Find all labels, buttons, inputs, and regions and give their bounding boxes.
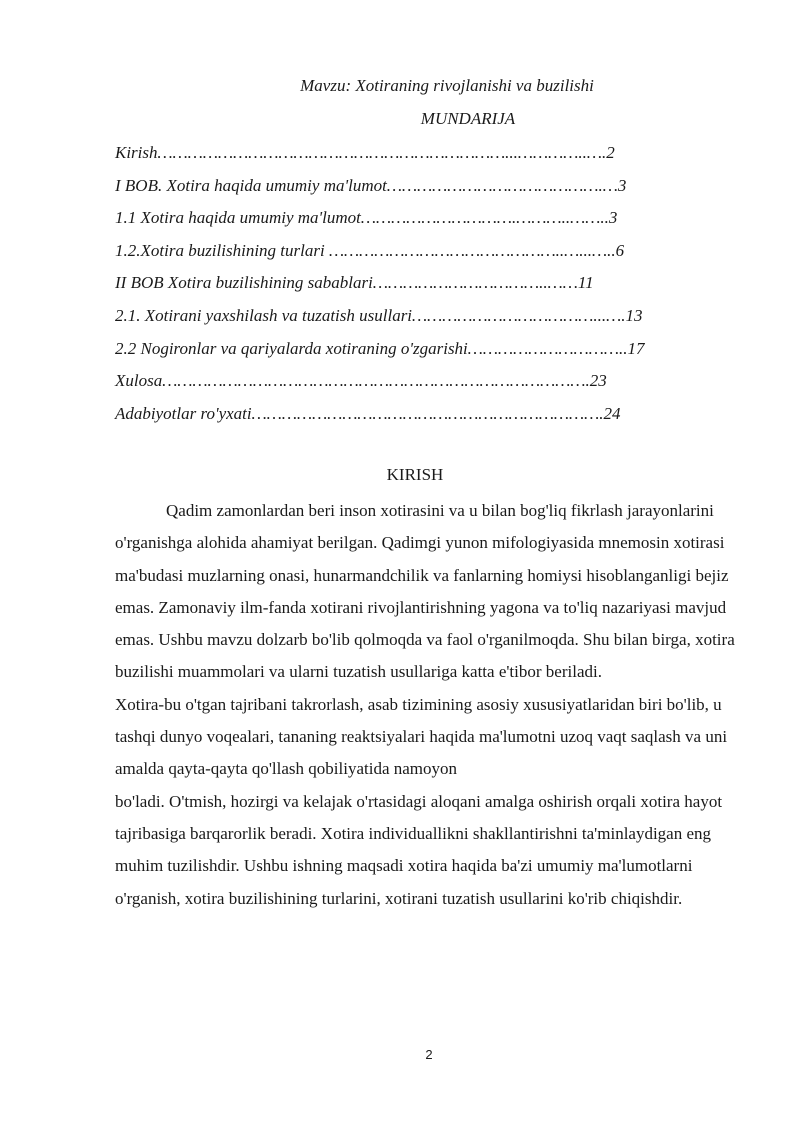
- toc-entry: II BOB Xotira buzilishining sabablari……………………………..……11: [115, 273, 594, 293]
- toc-entry: Kirish……………………………………………………………...…………..….2: [115, 143, 615, 162]
- table-of-contents: [115, 139, 755, 432]
- paragraph: Xotira-bu o'tgan tajribani takrorlash, asab tizimining asosiy xususiyatlaridan biri bo'lib, u tashqi dunyo voqealari, tananing reaktsiyalari haqida ma'lumotni uzoq vaqt saqlash va uni amalda qayta-qayta qo'llash qobiliyatida namoyon: [115, 694, 728, 779]
- toc-entry: 1.1 Xotira haqida umumiy ma'lumot………………………….………..……..3: [115, 208, 618, 228]
- paragraph: Qadim zamonlardan beri inson xotirasini va u bilan bog'liq fikrlash jarayonlarini o'rganishga alohida ahamiyat berilgan. Qadimgi yunon mifologiyasida mnemosin xotirasi ma'budasi muzlarning onasi, hunarmandchilik va fanlarning homiysi hisoblanganligi bejiz emas. Zamonaviy ilm-fanda xotirani rivojlantirishning yagona va to'liq nazariyasi mavjud emas. Ushbu mavzu dolzarb bo'lib qolmoqda va faol o'rganilmoqda. Shu bilan birga, xotira buzilishi muammolari va ularni tuzatish usullariga katta e'tibor beriladi.: [115, 501, 735, 682]
- toc-entry: Xulosa………………………………………………………………………….23: [115, 371, 607, 391]
- paragraph: bo'ladi. O'tmish, hozirgi va kelajak o'rtasidagi aloqani amalga oshirish orqali xotira hayot tajribasiga barqarorlik beradi. Xotira individuallikni shakllantirishni ta'minlaydigan eng muhim tuzilishdir. Ushbu ishning maqsadi xotira haqida ba'zi umumiy ma'lumotlarni o'rganish, xotira buzilishining turlarini, xotirani tuzatish usullarini ko'rib chiqishdir.: [115, 791, 723, 908]
- page-number: 2: [425, 1047, 433, 1062]
- toc-entry: 2.2 Nogironlar va qariyalarda xotiraning o'zgarishi…………………………..17: [115, 338, 645, 358]
- toc-entry: Adabiyotlar ro'yxati…………………………………………………………….24: [115, 403, 621, 423]
- toc-entry: 2.1. Xotirani yaxshilash va tuzatish usullari………………………………...….13: [115, 305, 643, 325]
- document-topic: Mavzu: Xotiraning rivojlanishi va buzilishi: [300, 76, 594, 95]
- toc-entry: I BOB. Xotira haqida umumiy ma'lumot…………………………………….…3: [115, 175, 627, 195]
- toc-entry: 1.2.Xotira buzilishining turlari ………………………………………..…...…..6: [115, 240, 625, 260]
- toc-heading: MUNDARIJA: [420, 109, 516, 128]
- section-heading: KIRISH: [386, 465, 444, 484]
- body-text: [115, 495, 745, 915]
